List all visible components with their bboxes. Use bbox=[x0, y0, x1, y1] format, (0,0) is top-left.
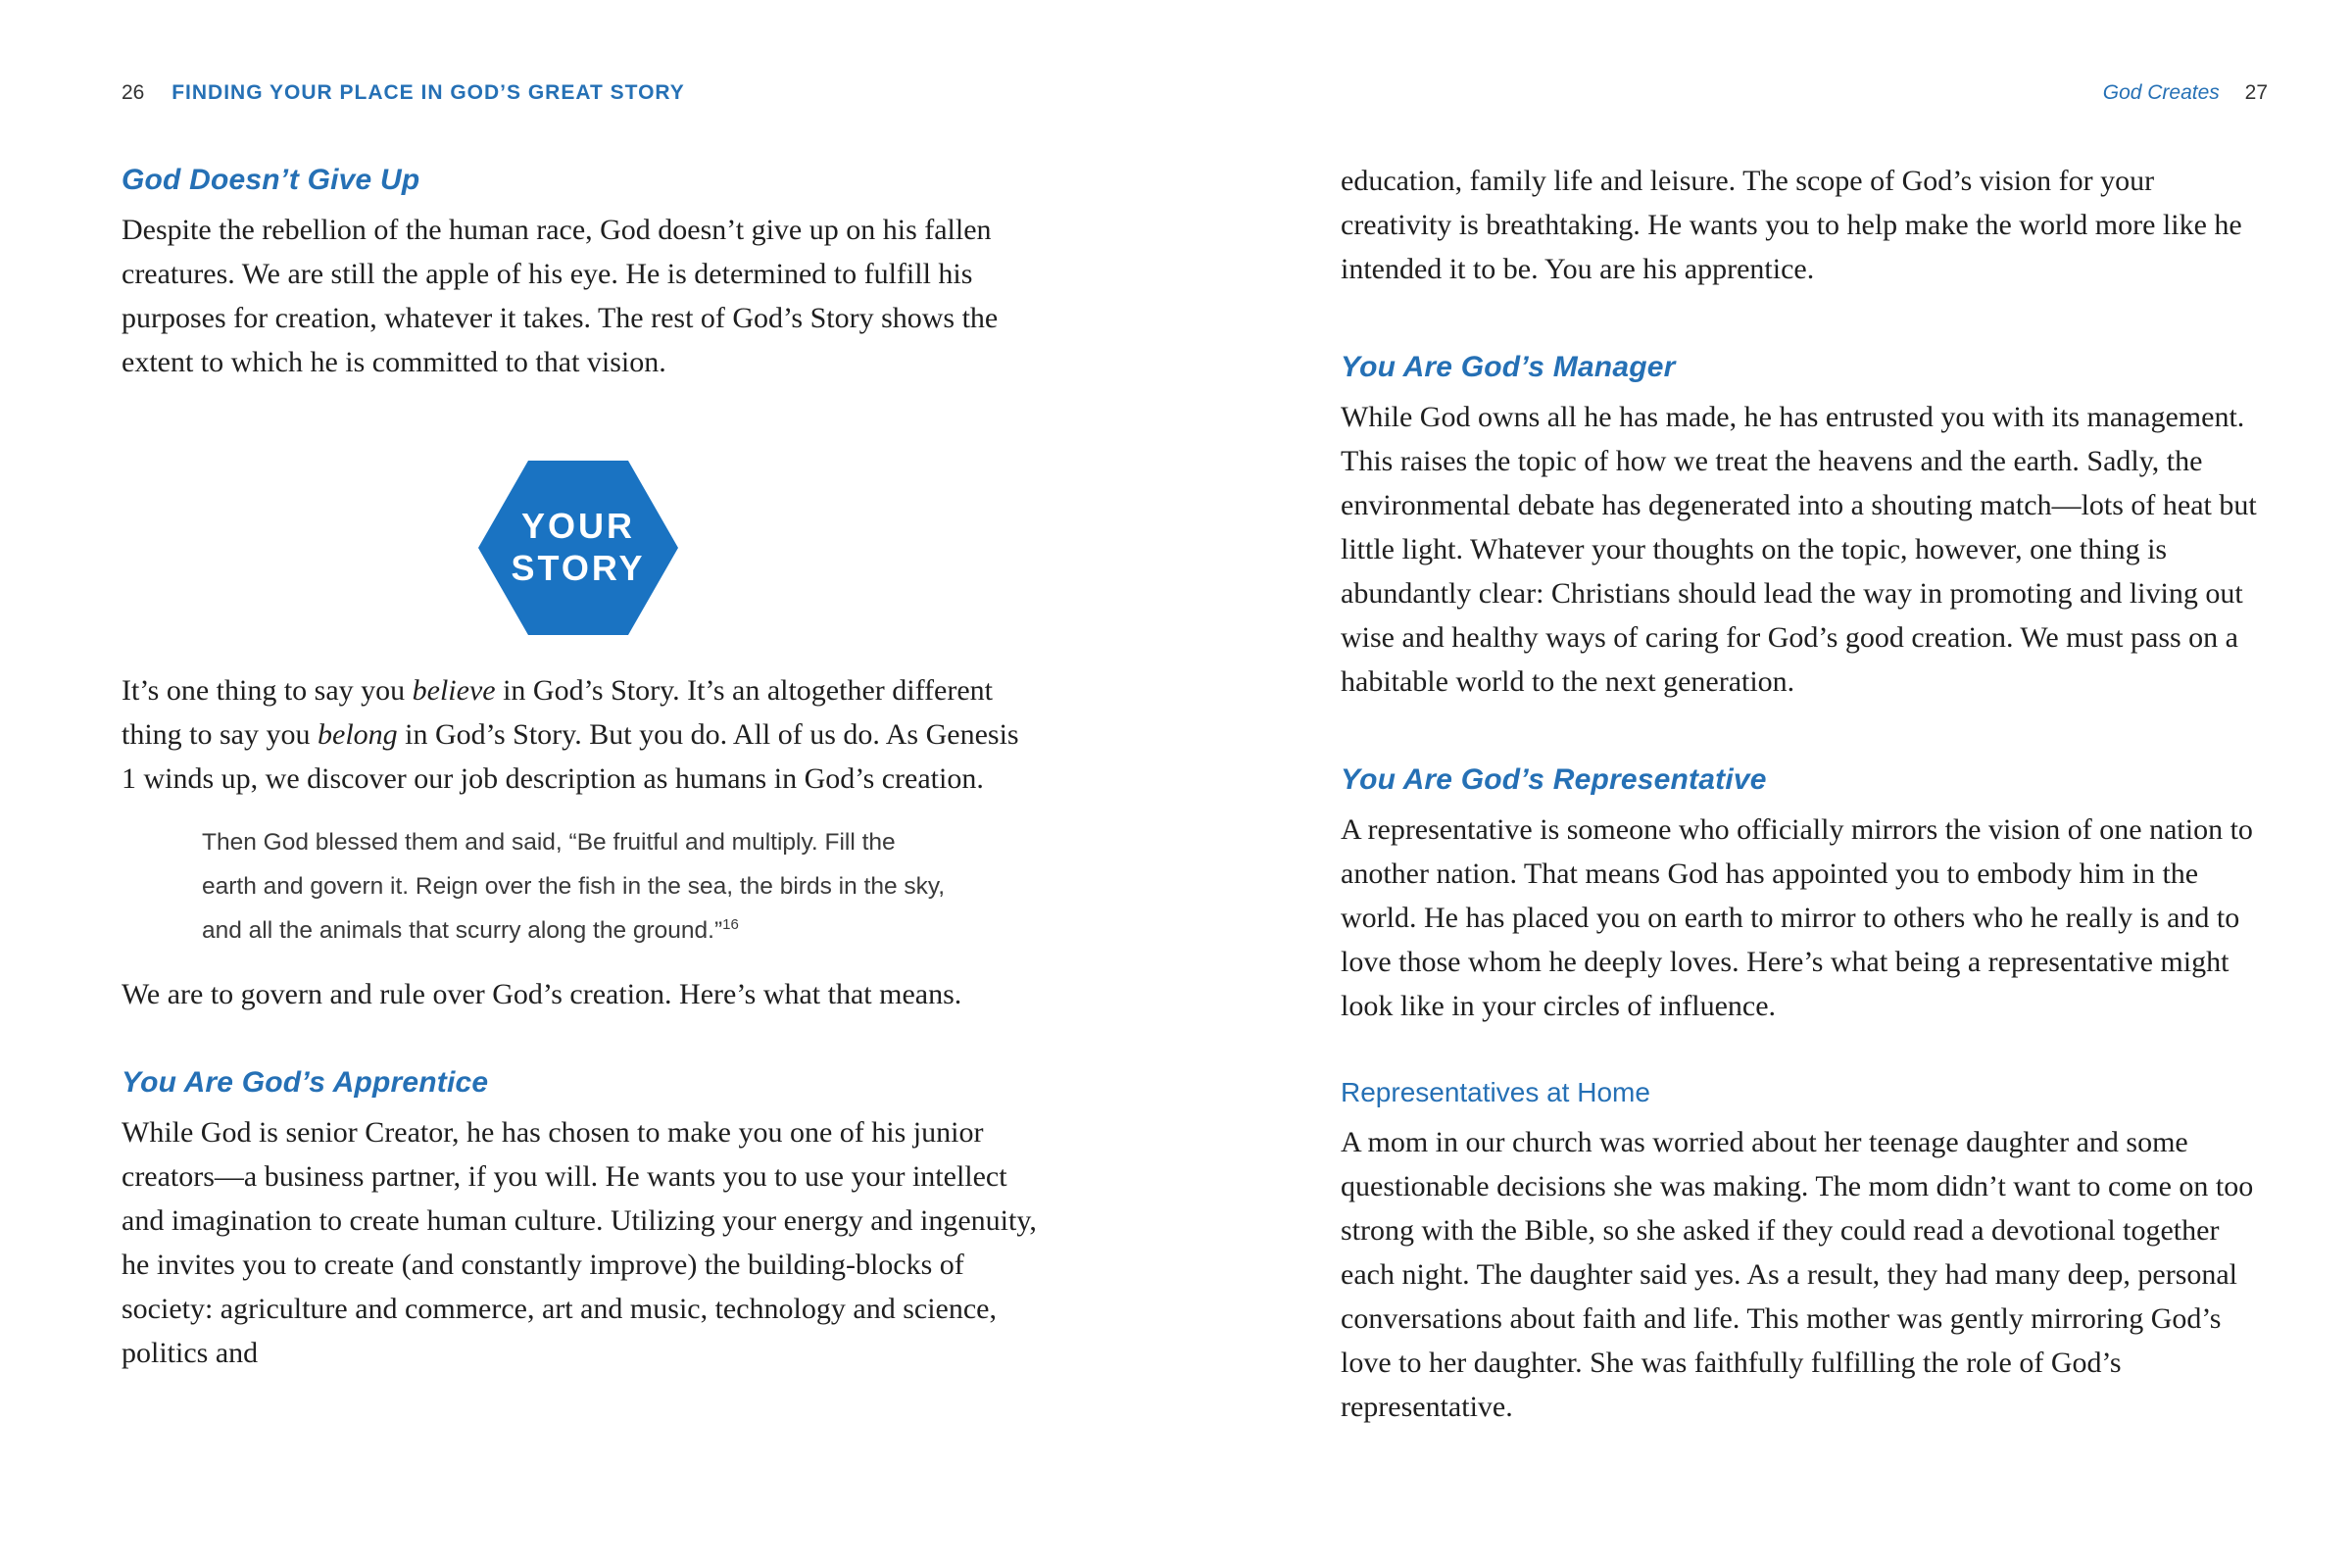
heading-representative: You Are God’s Representative bbox=[1341, 763, 1767, 796]
paragraph-god-doesnt-give-up: Despite the rebellion of the human race, God doesn’t give up on his fallen creatures. We are still the apple of his eye. He is determined to fulfill his purposes for creation, whatever it takes. The rest of God’s Story shows the extent to which he is committed to that vision. bbox=[122, 214, 999, 378]
paragraph-representative: A representative is someone who officially mirrors the vision of one nation to another nation. That means God has appointed you to embody him in the world. He has placed you on earth to mirror to others who he really is and to love those whom he deeply loves. Here’s what being a representative might look like in your circles of influence. bbox=[1341, 813, 2253, 1022]
chapter-title: God Creates bbox=[2102, 81, 2220, 104]
emphasis-believe: believe bbox=[412, 674, 496, 707]
right-page-number: 27 bbox=[2244, 81, 2268, 104]
emphasis-belong: belong bbox=[318, 718, 398, 751]
paragraph-representatives-at-home: A mom in our church was worried about her teenage daughter and some questionable decisions she was making. The mom didn’t want to come on too strong with the Bible, so she asked if they could read a devotional together each night. The daughter said yes. As a result, they had many deep, personal conversations about faith and life. This mother was gently mirroring God’s love to her daughter. She was faithfully fulfilling the role of God’s representative. bbox=[1341, 1126, 2254, 1423]
badge-line-story: STORY bbox=[511, 548, 646, 588]
scripture-quote-text: Then God blessed them and said, “Be fruitful and multiply. Fill the earth and govern it. Reign over the fish in the sea, the birds in the sky, and all the animals that scurry along the ground.” bbox=[202, 829, 946, 944]
heading-representatives-at-home: Representatives at Home bbox=[1341, 1077, 1650, 1107]
your-story-badge-area bbox=[122, 384, 1038, 668]
your-story-text-3: in God’s Story. But you do. All of us do. As Genesis 1 winds up, we discover our job description as humans in God’s creation. bbox=[122, 718, 1019, 795]
left-column bbox=[122, 159, 1038, 1375]
your-story-text-1: It’s one thing to say you bbox=[122, 674, 413, 707]
your-story-text-2: in God’s Story. It’s an altogether different thing to say you bbox=[122, 674, 993, 751]
paragraph-apprentice: While God is senior Creator, he has chosen to make you one of his junior creators—a business partner, if you will. He wants you to use your intellect and imagination to create human culture. Utilizing your energy and ingenuity, he invites you to create (and constantly improve) the building-blocks of society: agriculture and commerce, art and music, technology and science, politics and bbox=[122, 1116, 1037, 1369]
left-running-head bbox=[122, 78, 685, 108]
heading-apprentice: You Are God’s Apprentice bbox=[122, 1066, 489, 1099]
left-page-number: 26 bbox=[122, 81, 145, 104]
heading-god-doesnt-give-up: God Doesn’t Give Up bbox=[122, 164, 420, 196]
footnote-marker: 16 bbox=[722, 916, 739, 933]
paragraph-govern: We are to govern and rule over God’s creation. Here’s what that means. bbox=[122, 978, 962, 1010]
heading-manager: You Are God’s Manager bbox=[1341, 351, 1676, 383]
book-title: FINDING YOUR PLACE IN GOD’S GREAT STORY bbox=[172, 81, 685, 104]
paragraph-manager: While God owns all he has made, he has entrusted you with its management. This raises the topic of how we treat the heavens and the earth. Sadly, the environmental debate has degenerated into a shouting match—lots of heat but little light. Whatever your thoughts on the topic, however, one thing is abundantly clear: Christians should lead the way in promoting and living out wise and healthy ways of caring for God’s good creation. We must pass on a habitable world to the next generation. bbox=[1341, 401, 2257, 698]
right-running-head bbox=[2103, 78, 2268, 108]
right-page bbox=[1176, 0, 2352, 1568]
paragraph-your-story bbox=[122, 668, 1038, 801]
badge-line-your: YOUR bbox=[520, 506, 635, 546]
paragraph-continuation: education, family life and leisure. The scope of God’s vision for your creativity is breathtaking. He wants you to help make the world more like he intended it to be. You are his apprentice. bbox=[1341, 165, 2242, 285]
scripture-quote bbox=[202, 820, 947, 953]
your-story-badge bbox=[478, 461, 678, 635]
right-column bbox=[1341, 159, 2258, 1429]
badge-label bbox=[478, 505, 678, 589]
